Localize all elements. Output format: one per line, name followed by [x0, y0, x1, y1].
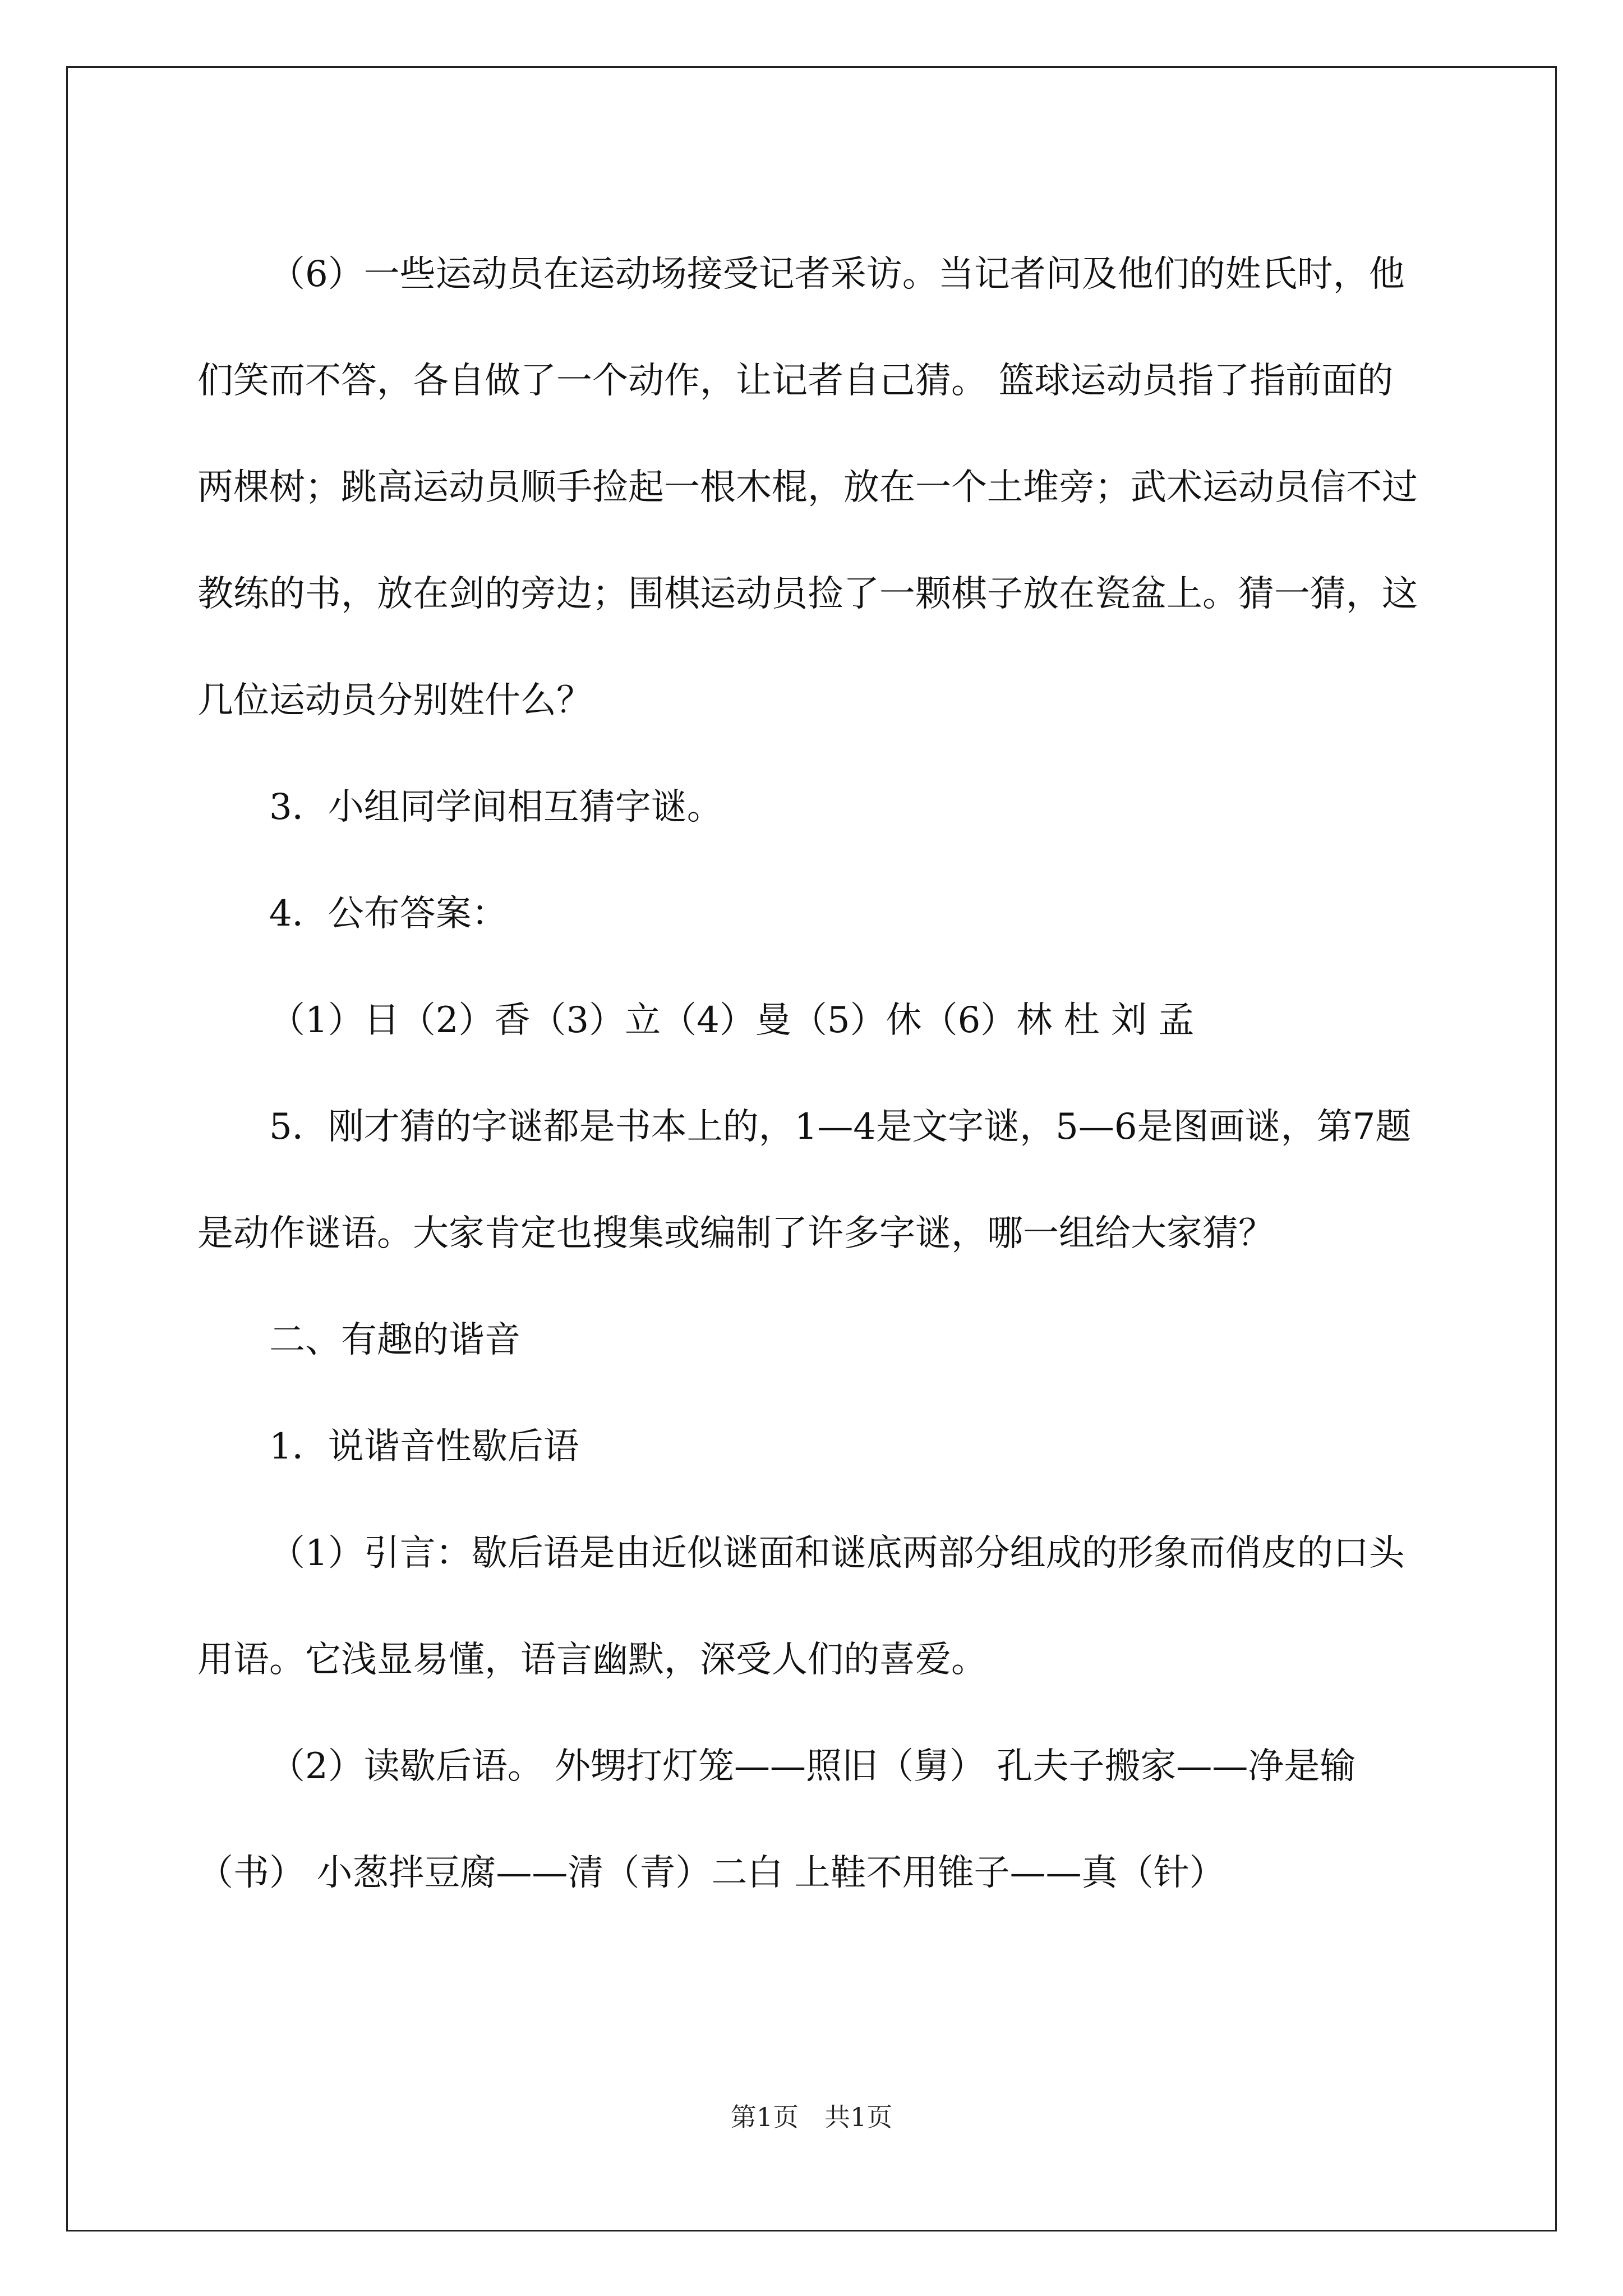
paragraph-step-4: 4．公布答案： [269, 893, 508, 935]
paragraph-read-xiehouyu: （2）读歇后语。 外甥打灯笼——照旧（舅） 孔夫子搬家——净是输（书） 小葱拌豆腐——清（青）二白 上鞋不用锥子——真（针） [197, 1746, 1356, 1894]
section-heading-homophones: 二、有趣的谐音 [269, 1319, 520, 1361]
document-body [197, 221, 1426, 1926]
paragraph-introduction: （1）引言：歇后语是由近似谜面和谜底两部分组成的形象而俏皮的口头用语。它浅显易懂，语言幽默，深受人们的喜爱。 [197, 1533, 1405, 1681]
paragraph-riddle-6: （6）一些运动员在运动场接受记者采访。当记者问及他们的姓氏时，他们笑而不答，各自做了一个动作，让记者自己猜。 篮球运动员指了指前面的两棵树；跳高运动员顺手捡起一根木棍，放在一个土堆旁；武术运动员信不过教练的书，放在剑的旁边；围棋运动员捡了一颗棋子放在瓷盆上。猜一猜，这几位运动员分别姓什么？ [197, 254, 1418, 721]
paragraph-step-5: 5．刚才猜的字谜都是书本上的，1—4是文字谜，5—6是图画谜，第7题是动作谜语。大家肯定也搜集或编制了许多字谜，哪一组给大家猜？ [197, 1106, 1412, 1254]
paragraph-answers: （1）日（2）香（3）立（4）曼（5）休（6）林 杜 刘 孟 [269, 1000, 1195, 1041]
page-footer: 第1页 共1页 [730, 2102, 893, 2132]
paragraph-step-3: 3．小组同学间相互猜字谜。 [269, 786, 723, 828]
paragraph-subheading-1: 1．说谐音性歇后语 [269, 1426, 579, 1467]
